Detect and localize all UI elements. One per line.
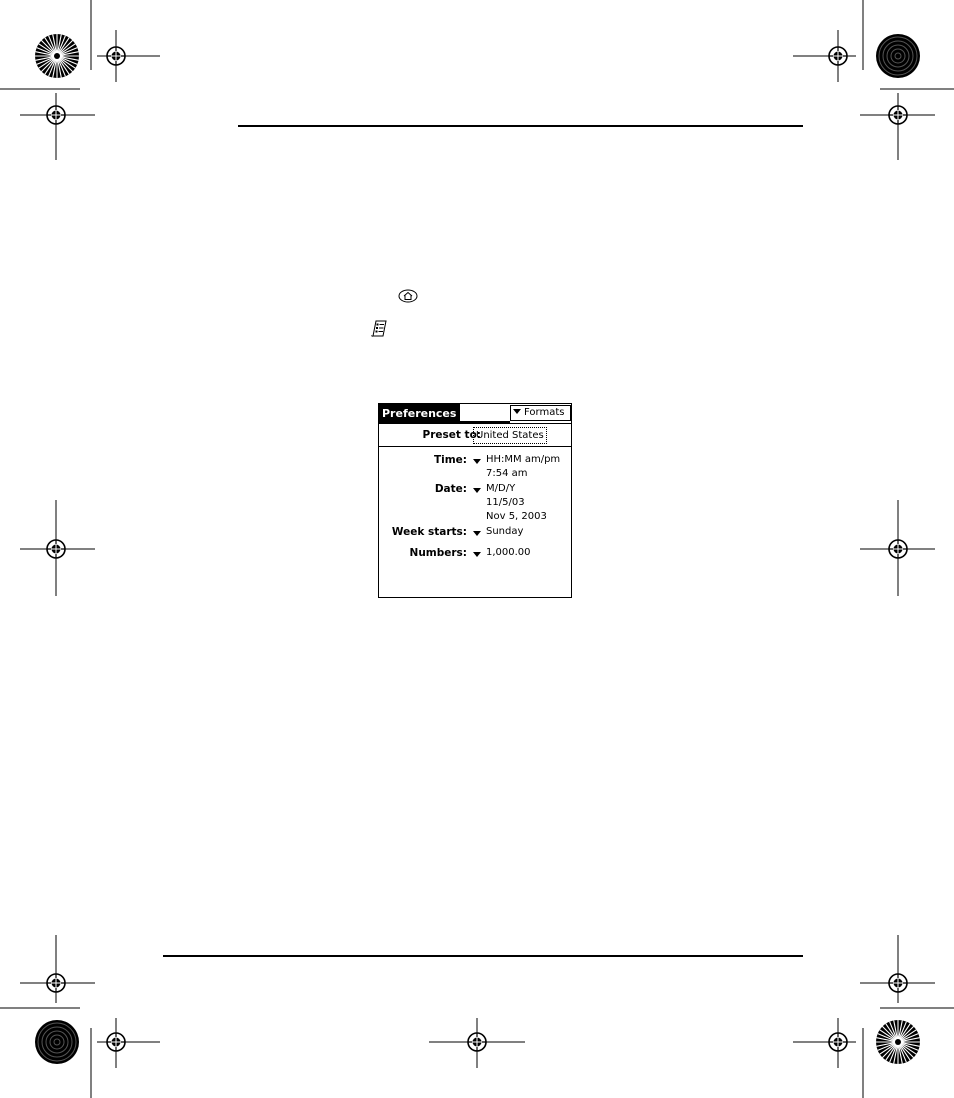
week-starts-label: Week starts: <box>391 526 467 538</box>
numbers-value[interactable]: 1,000.00 <box>486 547 531 558</box>
date-example-long: Nov 5, 2003 <box>486 511 547 522</box>
screen-title: Preferences <box>379 404 460 423</box>
home-button-icon <box>398 289 418 303</box>
category-label: Formats <box>524 407 565 418</box>
preferences-screen <box>378 403 572 598</box>
preset-row <box>379 424 571 447</box>
footer-rule <box>163 955 803 957</box>
dropdown-arrow-icon <box>513 409 521 414</box>
week-dropdown-arrow-icon[interactable] <box>473 531 481 536</box>
numbers-dropdown-arrow-icon[interactable] <box>473 552 481 557</box>
preset-label: Preset to: <box>422 429 481 441</box>
time-label: Time: <box>433 454 467 466</box>
category-picker[interactable] <box>510 405 571 421</box>
numbers-label: Numbers: <box>409 547 467 559</box>
date-format-value[interactable]: M/D/Y <box>486 483 516 494</box>
preferences-app-icon <box>369 318 389 338</box>
time-dropdown-arrow-icon[interactable] <box>473 459 481 464</box>
title-bar <box>379 404 571 424</box>
date-dropdown-arrow-icon[interactable] <box>473 488 481 493</box>
date-label: Date: <box>434 483 467 495</box>
header-rule <box>238 125 803 127</box>
preset-selector[interactable]: United States <box>473 427 547 444</box>
title-underline <box>460 421 510 423</box>
week-starts-value[interactable]: Sunday <box>486 526 524 537</box>
date-example-short: 11/5/03 <box>486 497 525 508</box>
time-example: 7:54 am <box>486 468 528 479</box>
time-format-value[interactable]: HH:MM am/pm <box>486 454 561 465</box>
